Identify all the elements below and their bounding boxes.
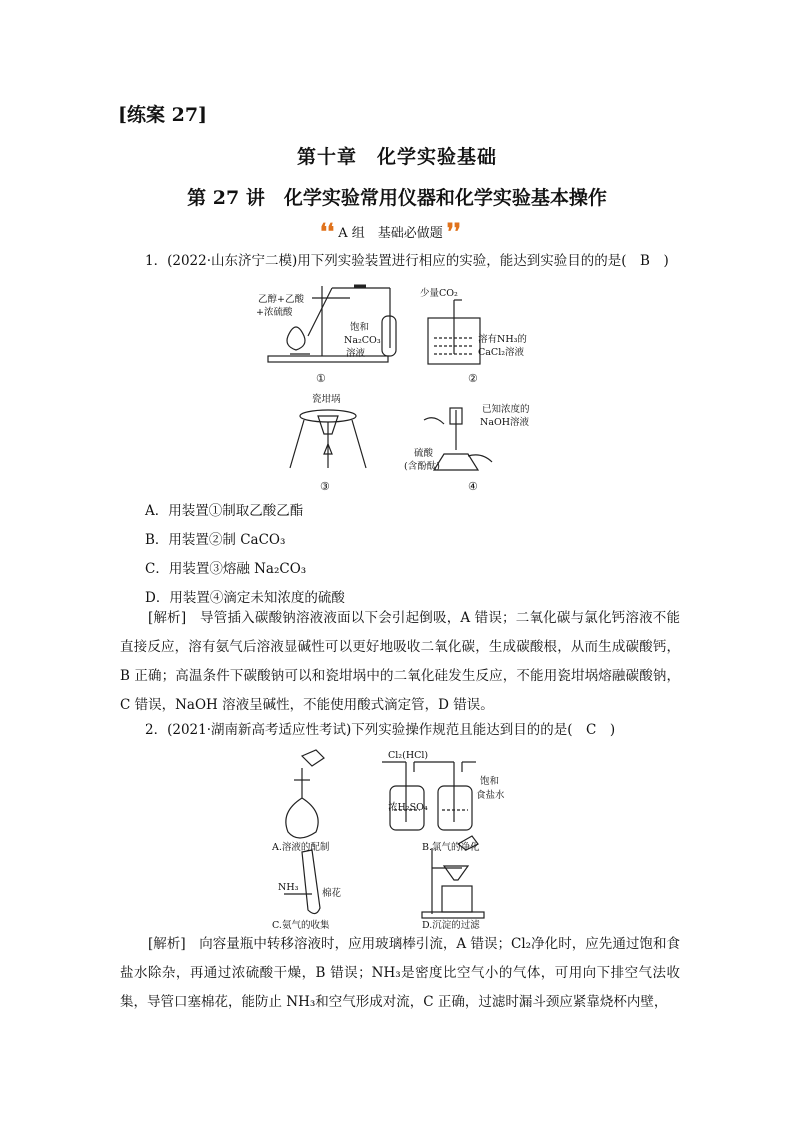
fig-label: 乙醇+乙酸	[258, 294, 304, 305]
lecture-title: 第 27 讲 化学实验常用仪器和化学实验基本操作	[187, 187, 607, 209]
group-heading	[320, 218, 461, 245]
fig-label: 饱和	[350, 322, 370, 333]
fig-label: 溶液	[346, 348, 366, 359]
q1-analysis: [解析] 导管插入碳酸钠溶液液面以下会引起倒吸，A 错误；二氧化碳与氯化钙溶液不能直接反应，溶有氨气后溶液显碱性可以更好地吸收二氧化碳，生成碳酸根，从而生成碳酸钙，B 正确；高温条件下碳酸钠可以和瓷坩埚中的二氧化硅发生反应，不能用瓷坩埚熔融碳酸钠，C 错误，NaOH 溶液呈碱性，不能使用酸式滴定管，D 错误。	[120, 610, 680, 713]
fig-label: 食盐水	[476, 790, 505, 801]
fig-label: 硫酸	[414, 448, 434, 459]
q1-stem: 1．(2022·山东济宁二模)用下列实验装置进行相应的实验，能达到实验目的的是( B )	[145, 253, 669, 269]
fig-label: 溶有NH₃的	[478, 334, 527, 345]
fig-label: 少量CO₂	[420, 288, 458, 299]
fig-label: NH₃	[278, 882, 299, 893]
fig-label: CaCl₂溶液	[478, 347, 525, 358]
fig-label: Na₂CO₃	[344, 335, 381, 346]
q1-option-d: D．用装置④滴定未知浓度的硫酸	[145, 590, 345, 606]
q1-figure	[250, 278, 540, 500]
fig-number: ③	[320, 480, 330, 493]
fig-label: +浓硫酸	[256, 307, 293, 318]
fig-number: ①	[316, 372, 326, 385]
fig-label: 饱和	[480, 776, 500, 787]
fig-number: ④	[468, 480, 478, 493]
chapter-title: 第十章 化学实验基础	[296, 146, 497, 168]
fig-caption: B.氯气的净化	[422, 842, 480, 853]
q1-option-c: C．用装置③熔融 Na₂CO₃	[145, 561, 307, 577]
q1-option-a: A．用装置①制取乙酸乙酯	[145, 503, 304, 519]
quote-close-icon: ❜❜	[446, 218, 461, 245]
fig-label: 已知浓度的	[482, 404, 530, 415]
fig-label: (含酚酞)	[404, 461, 440, 472]
exercise-label: [练案 27]	[118, 104, 208, 126]
fig-label: 浓H₂SO₄	[388, 802, 428, 813]
fig-label: Cl₂(HCl)	[388, 750, 429, 761]
fig-label: 瓷坩埚	[312, 394, 341, 405]
q2-figure	[262, 748, 526, 930]
fig-caption: C.氨气的收集	[272, 920, 330, 930]
fig-label: NaOH溶液	[480, 417, 530, 428]
quote-open-icon: ❛❛	[320, 218, 335, 245]
fig-caption: D.沉淀的过滤	[422, 920, 480, 930]
q2-analysis: [解析] 向容量瓶中转移溶液时，应用玻璃棒引流，A 错误；Cl₂净化时，应先通过饱和食盐水除杂，再通过浓硫酸干燥，B 错误；NH₃是密度比空气小的气体，可用向下排空气法收集，导管口塞棉花，能防止 NH₃和空气形成对流，C 正确，过滤时漏斗颈应紧靠烧杯内壁，	[120, 936, 680, 1010]
fig-label: 棉花	[322, 888, 342, 899]
fig-number: ②	[468, 372, 478, 385]
fig-caption: A.溶液的配制	[272, 842, 330, 853]
q2-stem: 2．(2021·湖南新高考适应性考试)下列实验操作规范且能达到目的的是( C )	[145, 722, 616, 738]
stand-base	[268, 356, 388, 362]
q1-option-b: B．用装置②制 CaCO₃	[145, 532, 286, 548]
group-label: A 组 基础必做题	[338, 226, 443, 241]
